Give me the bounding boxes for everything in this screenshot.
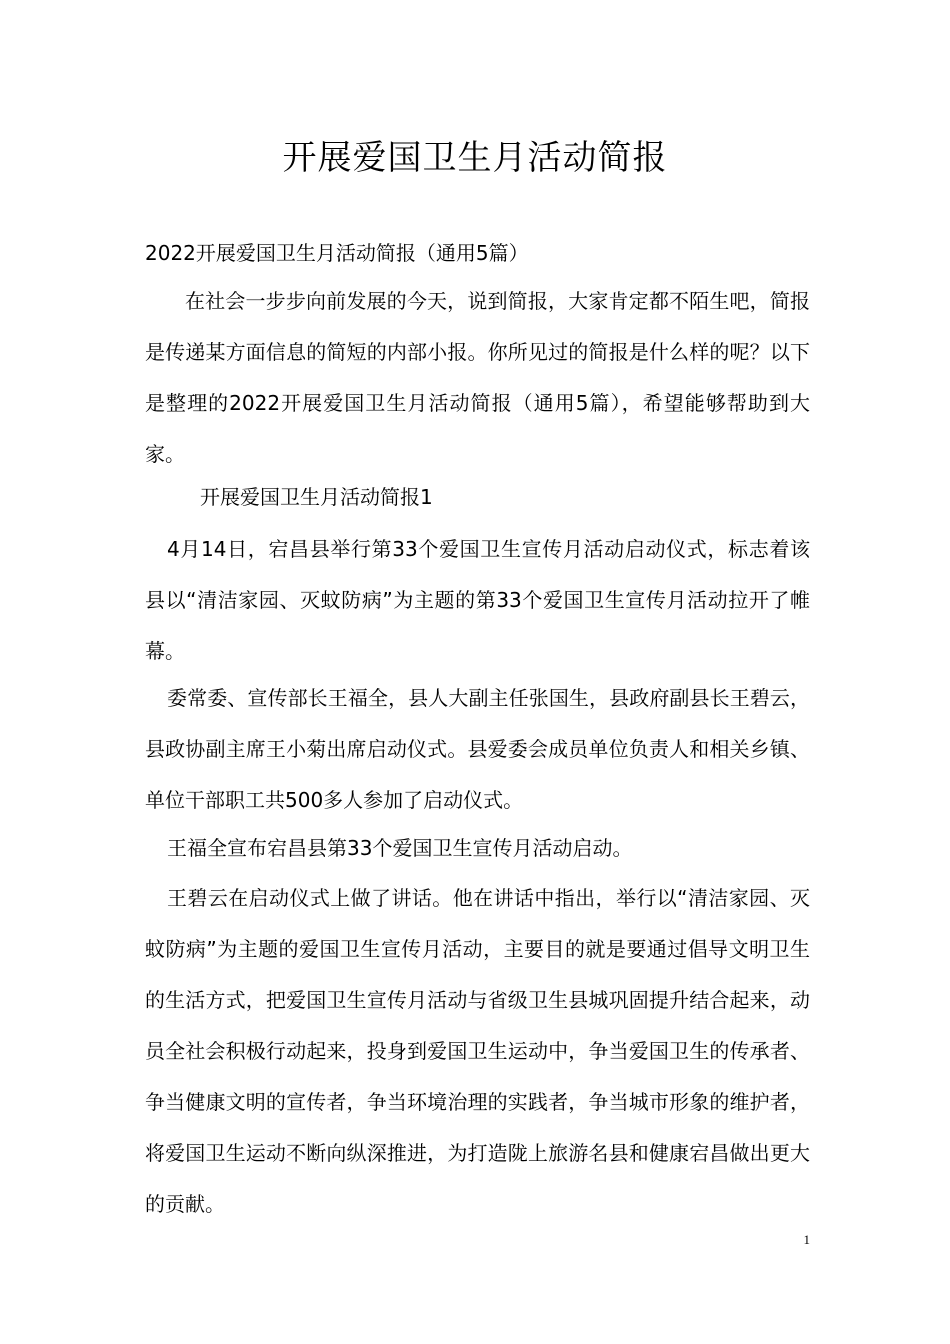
page-number: 1 — [803, 1232, 810, 1247]
document-subtitle: 2022开展爱国卫生月活动简报（通用5篇） — [145, 241, 529, 265]
body-paragraph-1: 4月14日，宕昌县举行第33个爱国卫生宣传月活动启动仪式，标志着该县以“清洁家园、灭蚊防病”为主题的第33个爱国卫生宣传月活动拉开了帷幕。 — [145, 537, 810, 663]
document-title: 开展爱国卫生月活动简报 — [282, 138, 668, 178]
section-title: 开展爱国卫生月活动简报1 — [200, 485, 433, 509]
body-paragraph-3: 王福全宣布宕昌县第33个爱国卫生宣传月活动启动。 — [167, 836, 633, 860]
body-paragraph-2: 委常委、宣传部长王福全，县人大副主任张国生，县政府副县长王碧云，县政协副主席王小菊出席启动仪式。县爱委会成员单位负责人和相关乡镇、单位干部职工共500多人参加了启动仪式。 — [145, 686, 810, 812]
intro-paragraph: 在社会一步步向前发展的今天，说到简报，大家肯定都不陌生吧，简报是传递某方面信息的简短的内部小报。你所见过的简报是什么样的呢？以下是整理的2022开展爱国卫生月活动简报（通用5篇），希望能够帮助到大家。 — [145, 289, 810, 466]
body-paragraph-4: 王碧云在启动仪式上做了讲话。他在讲话中指出，举行以“清洁家园、灭蚊防病”为主题的爱国卫生宣传月活动，主要目的就是要通过倡导文明卫生的生活方式，把爱国卫生宣传月活动与省级卫生县城巩固提升结合起来，动员全社会积极行动起来，投身到爱国卫生运动中，争当爱国卫生的传承者、争当健康文明的宣传者，争当环境治理的实践者，争当城市形象的维护者，将爱国卫生运动不断向纵深推进，为打造陇上旅游名县和健康宕昌做出更大的贡献。 — [145, 886, 810, 1216]
